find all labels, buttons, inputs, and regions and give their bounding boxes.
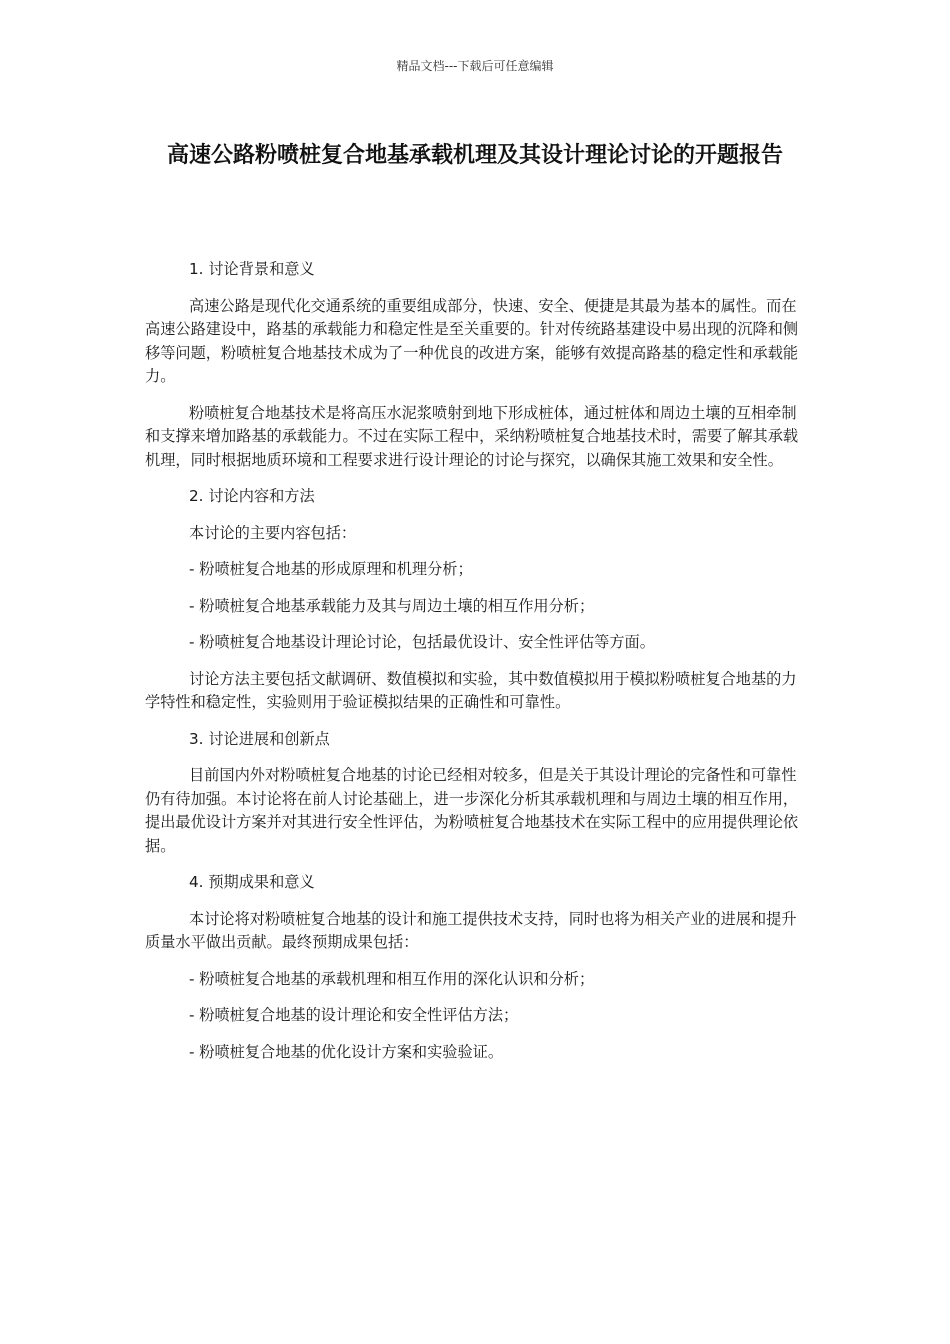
section-1-paragraph-2: 粉喷桩复合地基技术是将高压水泥浆喷射到地下形成桩体，通过桩体和周边土壤的互相牵制和支撑来增加路基的承载能力。不过在实际工程中，采纳粉喷桩复合地基技术时，需要了解其承载机理，同时根据地质环境和工程要求进行设计理论的讨论与探究，以确保其施工效果和安全性。 (145, 403, 799, 469)
section-2-bullet-3: - 粉喷桩复合地基设计理论讨论，包括最优设计、安全性评估等方面。 (189, 633, 655, 651)
section-2-method: 讨论方法主要包括文献调研、数值模拟和实验，其中数值模拟用于模拟粉喷桩复合地基的力学特性和稳定性，实验则用于验证模拟结果的正确性和可靠性。 (145, 669, 797, 711)
section-2-bullet-1: - 粉喷桩复合地基的形成原理和机理分析； (189, 560, 473, 578)
document-body (145, 258, 805, 1077)
section-2-bullet-2: - 粉喷桩复合地基承载能力及其与周边土壤的相互作用分析； (189, 596, 595, 615)
section-3-paragraph-1: 目前国内外对粉喷桩复合地基的讨论已经相对较多，但是关于其设计理论的完备性和可靠性仍有待加强。本讨论将在前人讨论基础上，进一步深化分析其承载机理和与周边土壤的相互作用，提出最优设计方案并对其进行安全性评估，为粉喷桩复合地基技术在实际工程中的应用提供理论依据。 (145, 766, 799, 855)
section-1-heading: 1. 讨论背景和意义 (189, 260, 315, 278)
section-4-bullet-1: - 粉喷桩复合地基的承载机理和相互作用的深化认识和分析； (189, 969, 595, 988)
section-2-intro: 本讨论的主要内容包括： (189, 523, 357, 542)
section-4-heading: 4. 预期成果和意义 (189, 873, 315, 891)
section-1-paragraph-1: 高速公路是现代化交通系统的重要组成部分，快速、安全、便捷是其最为基本的属性。而在高速公路建设中，路基的承载能力和稳定性是至关重要的。针对传统路基建设中易出现的沉降和侧移等问题，粉喷桩复合地基技术成为了一种优良的改进方案，能够有效提高路基的稳定性和承载能力。 (145, 296, 799, 385)
header-note: 精品文档---下载后可任意编辑 (396, 59, 554, 73)
section-4-bullet-3: - 粉喷桩复合地基的优化设计方案和实验验证。 (189, 1042, 504, 1061)
section-3-heading: 3. 讨论进展和创新点 (189, 729, 330, 748)
section-4-paragraph-1: 本讨论将对粉喷桩复合地基的设计和施工提供技术支持，同时也将为相关产业的进展和提升质量水平做出贡献。最终预期成果包括： (145, 909, 797, 951)
section-4-bullet-2: - 粉喷桩复合地基的设计理论和安全性评估方法； (189, 1006, 519, 1024)
document-title: 高速公路粉喷桩复合地基承载机理及其设计理论讨论的开题报告 (166, 143, 783, 168)
section-2-heading: 2. 讨论内容和方法 (189, 487, 315, 505)
